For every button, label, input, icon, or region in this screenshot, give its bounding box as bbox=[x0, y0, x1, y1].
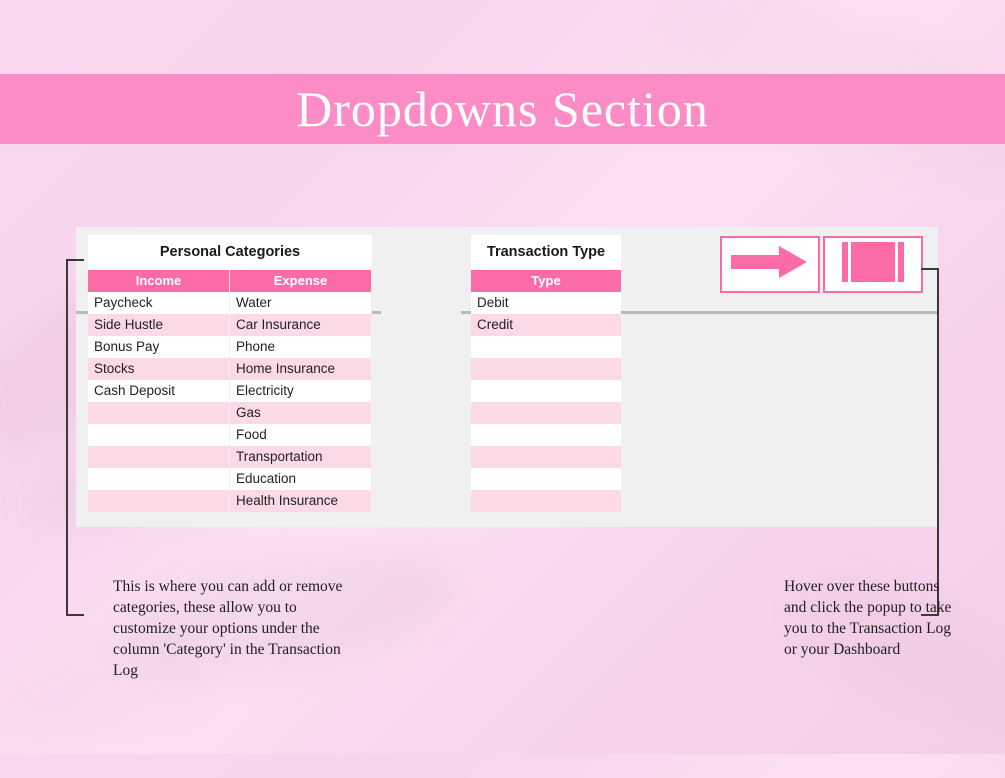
column-header-income: Income bbox=[88, 270, 230, 292]
table-row bbox=[88, 380, 372, 402]
table-row bbox=[471, 468, 621, 490]
cell-income[interactable] bbox=[88, 402, 230, 424]
cell-type[interactable]: Debit bbox=[471, 292, 621, 314]
cell-type[interactable] bbox=[471, 446, 621, 468]
left-callout-text: This is where you can add or remove categories, these allow you to customize your options under the column 'Category' in the Transaction Log bbox=[113, 578, 343, 679]
cell-expense[interactable]: Car Insurance bbox=[230, 314, 372, 336]
table-row bbox=[471, 336, 621, 358]
dashboard-button[interactable] bbox=[823, 236, 923, 293]
cell-income[interactable] bbox=[88, 446, 230, 468]
spacer-column bbox=[381, 235, 461, 519]
page-title: Dropdowns Section bbox=[296, 81, 709, 137]
transaction-type-header: Transaction Type bbox=[471, 235, 621, 270]
cell-expense[interactable]: Home Insurance bbox=[230, 358, 372, 380]
table-row bbox=[88, 336, 372, 358]
dashboard-block-icon bbox=[842, 242, 904, 287]
cell-type[interactable] bbox=[471, 468, 621, 490]
spreadsheet-panel bbox=[76, 227, 938, 527]
cell-income[interactable]: Cash Deposit bbox=[88, 380, 230, 402]
cell-expense[interactable]: Health Insurance bbox=[230, 490, 372, 512]
table-row bbox=[471, 424, 621, 446]
table-row bbox=[471, 402, 621, 424]
cell-type[interactable] bbox=[471, 380, 621, 402]
cell-expense[interactable]: Phone bbox=[230, 336, 372, 358]
cell-expense[interactable]: Electricity bbox=[230, 380, 372, 402]
table-row bbox=[471, 314, 621, 336]
table-row bbox=[88, 468, 372, 490]
table-row bbox=[471, 292, 621, 314]
arrow-right-icon bbox=[731, 244, 809, 285]
table-row bbox=[88, 490, 372, 512]
personal-categories-rows bbox=[88, 292, 372, 512]
cell-type[interactable]: Credit bbox=[471, 314, 621, 336]
cell-income[interactable]: Paycheck bbox=[88, 292, 230, 314]
table-row bbox=[471, 380, 621, 402]
cell-income[interactable] bbox=[88, 490, 230, 512]
table-row bbox=[88, 358, 372, 380]
cell-type[interactable] bbox=[471, 336, 621, 358]
cell-income[interactable]: Side Hustle bbox=[88, 314, 230, 336]
right-callout-bracket bbox=[921, 268, 939, 616]
navigation-buttons bbox=[720, 236, 923, 293]
left-callout-bracket bbox=[66, 259, 84, 616]
cell-expense[interactable]: Transportation bbox=[230, 446, 372, 468]
cell-income[interactable] bbox=[88, 468, 230, 490]
cell-type[interactable] bbox=[471, 358, 621, 380]
table-row bbox=[88, 402, 372, 424]
transaction-type-column-headers bbox=[471, 270, 621, 292]
table-row bbox=[88, 314, 372, 336]
personal-categories-column-headers bbox=[88, 270, 372, 292]
right-callout-text: Hover over these buttons and click the popup to take you to the Transaction Log or your Dashboard bbox=[784, 578, 952, 658]
table-row bbox=[88, 424, 372, 446]
cell-expense[interactable]: Water bbox=[230, 292, 372, 314]
cell-type[interactable] bbox=[471, 490, 621, 512]
cell-type[interactable] bbox=[471, 402, 621, 424]
cell-expense[interactable]: Food bbox=[230, 424, 372, 446]
cell-type[interactable] bbox=[471, 424, 621, 446]
column-header-expense: Expense bbox=[230, 270, 372, 292]
transaction-type-rows bbox=[471, 292, 621, 512]
page-title-band bbox=[0, 74, 1005, 144]
personal-categories-table bbox=[88, 235, 372, 512]
cell-expense[interactable]: Gas bbox=[230, 402, 372, 424]
arrow-button[interactable] bbox=[720, 236, 820, 293]
cell-income[interactable]: Stocks bbox=[88, 358, 230, 380]
personal-categories-header: Personal Categories bbox=[88, 235, 372, 270]
transaction-type-table bbox=[471, 235, 621, 512]
table-row bbox=[471, 358, 621, 380]
cell-expense[interactable]: Education bbox=[230, 468, 372, 490]
table-row bbox=[88, 446, 372, 468]
table-row bbox=[471, 446, 621, 468]
cell-income[interactable] bbox=[88, 424, 230, 446]
cell-income[interactable]: Bonus Pay bbox=[88, 336, 230, 358]
column-header-type: Type bbox=[471, 270, 621, 292]
table-row bbox=[88, 292, 372, 314]
table-row bbox=[471, 490, 621, 512]
